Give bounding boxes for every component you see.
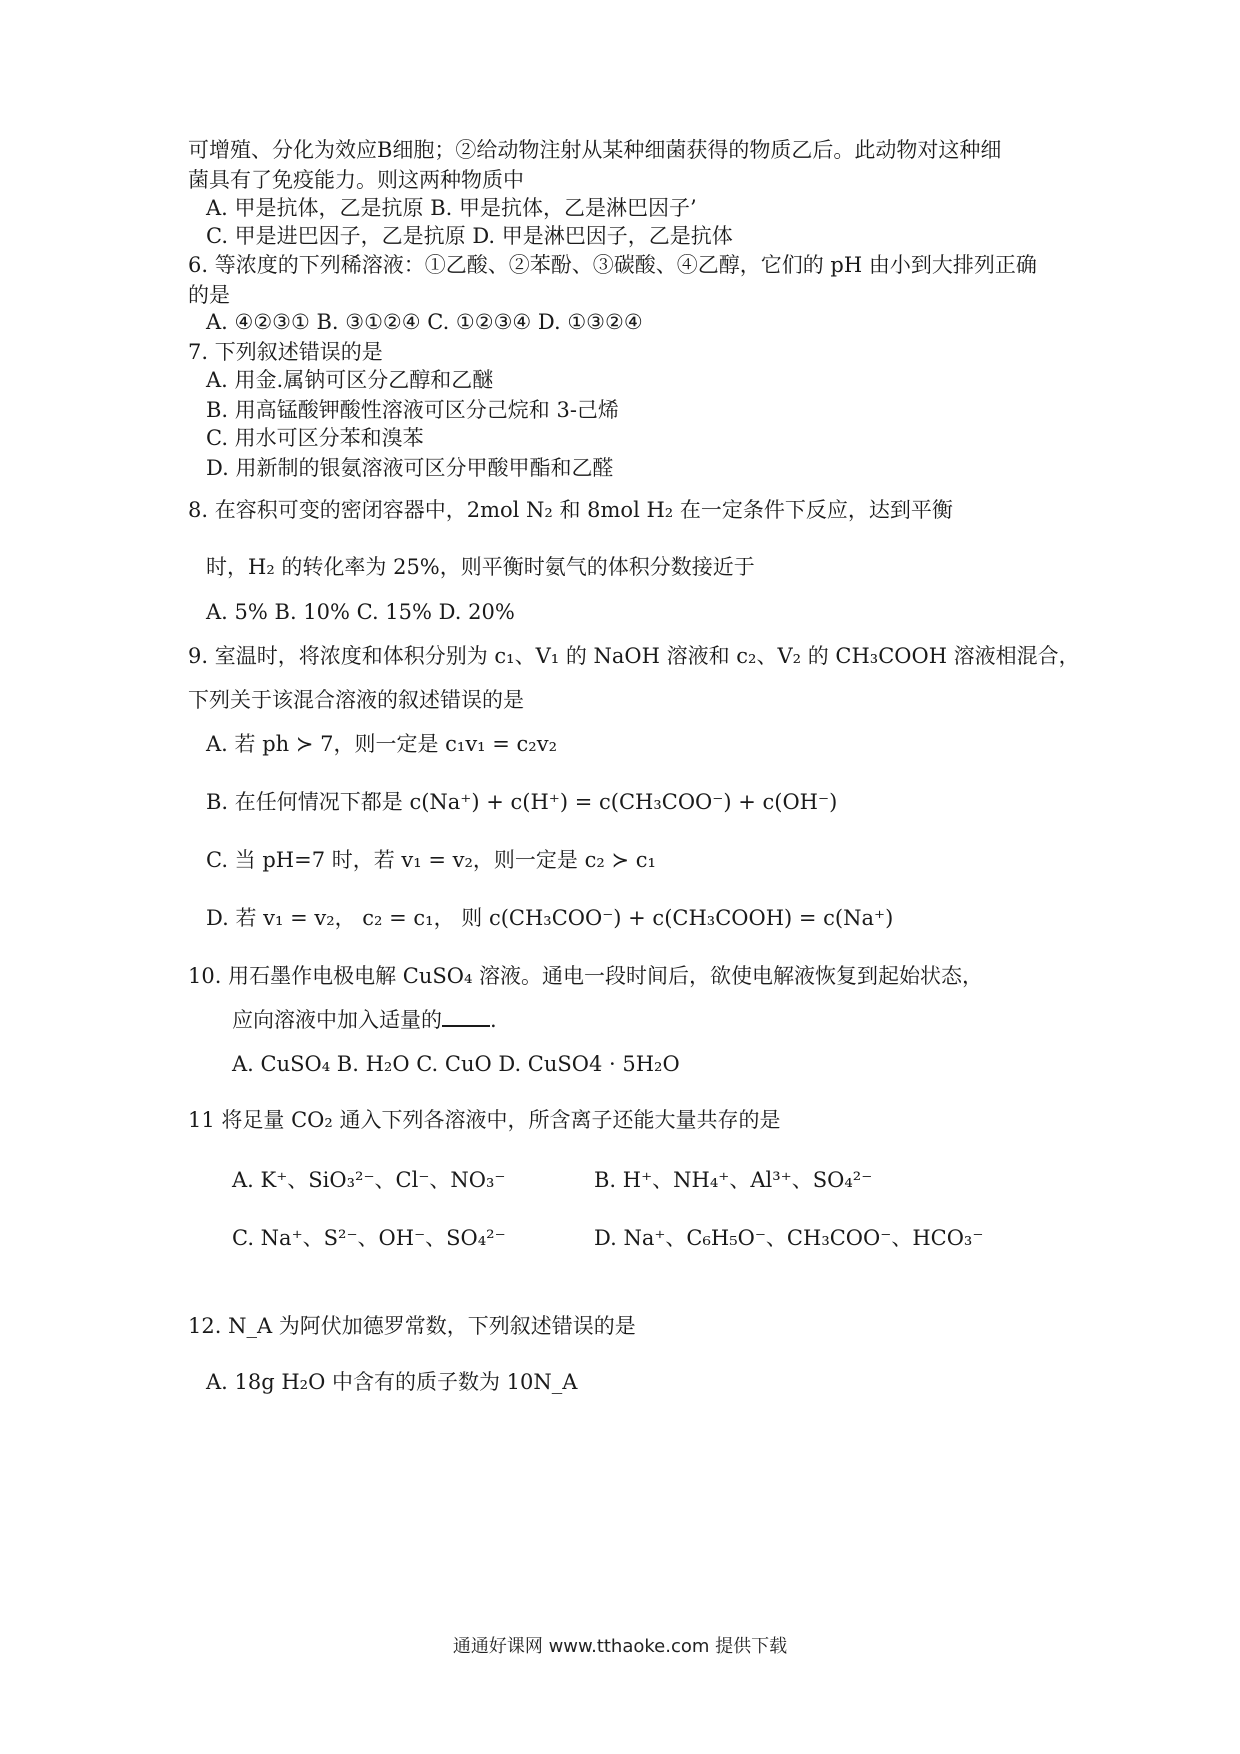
question-6: 6. 等浓度的下列稀溶液：①乙酸、②苯酚、③碳酸、④乙醇，它们的 pH 由小到大排列正确: [188, 253, 1037, 277]
option-line: A. 甲是抗体，乙是抗原 B. 甲是抗体，乙是淋巴因子’: [206, 196, 697, 220]
text-line: 可增殖、分化为效应B细胞；②给动物注射从某种细菌获得的物质乙后。此动物对这种细: [188, 138, 1002, 162]
option-line: D. 若 v₁ = v₂， c₂ = c₁， 则 c(CH₃COO⁻) + c(CH₃COOH) = c(Na⁺): [206, 906, 894, 930]
page-footer: 通通好课网 www.tthaoke.com 提供下载: [452, 1636, 788, 1657]
option-line: A. 18g H₂O 中含有的质子数为 10N_A: [206, 1370, 578, 1394]
option-line: A. 若 ph ≻ 7，则一定是 c₁v₁ = c₂v₂: [206, 732, 558, 756]
question-10: 10. 用石墨作电极电解 CuSO₄ 溶液。通电一段时间后，欲使电解液恢复到起始状态，: [188, 964, 984, 988]
option-line: C. Na⁺、S²⁻、OH⁻、SO₄²⁻: [232, 1226, 506, 1250]
option-line: B. 在任何情况下都是 c(Na⁺) + c(H⁺) = c(CH₃COO⁻) + c(OH⁻): [206, 790, 838, 814]
text-line: 下列关于该混合溶液的叙述错误的是: [188, 688, 524, 712]
question-11: 11 将足量 CO₂ 通入下列各溶液中，所含离子还能大量共存的是: [188, 1108, 781, 1132]
option-line: A. 用金.属钠可区分乙醇和乙醚: [206, 368, 494, 392]
text-line: 的是: [188, 283, 230, 307]
text-line: [232, 1006, 497, 1034]
option-line: A. CuSO₄ B. H₂O C. CuO D. CuSO4 · 5H₂O: [232, 1052, 680, 1076]
text-segment: 应向溶液中加入适量的: [232, 1008, 442, 1032]
option-line: D. Na⁺、C₆H₅O⁻、CH₃COO⁻、HCO₃⁻: [594, 1226, 984, 1250]
option-line: A. K⁺、SiO₃²⁻、Cl⁻、NO₃⁻: [232, 1168, 506, 1192]
answer-blank: [442, 1007, 490, 1027]
option-line: B. 用高锰酸钾酸性溶液可区分己烷和 3-己烯: [206, 398, 619, 422]
option-line: C. 甲是进巴因子，乙是抗原 D. 甲是淋巴因子，乙是抗体: [206, 224, 733, 248]
text-segment: .: [490, 1008, 497, 1032]
option-line: A. 5% B. 10% C. 15% D. 20%: [206, 600, 515, 624]
option-line: C. 用水可区分苯和溴苯: [206, 426, 424, 450]
question-9: 9. 室温时，将浓度和体积分别为 c₁、V₁ 的 NaOH 溶液和 c₂、V₂ 的 CH₃COOH 溶液相混合，: [188, 644, 1080, 668]
question-12: 12. N_A 为阿伏加德罗常数，下列叙述错误的是: [188, 1314, 636, 1338]
option-line: A. ④②③① B. ③①②④ C. ①②③④ D. ①③②④: [206, 310, 643, 334]
question-7: 7. 下列叙述错误的是: [188, 340, 383, 364]
option-line: C. 当 pH=7 时，若 v₁ = v₂，则一定是 c₂ ≻ c₁: [206, 848, 656, 872]
text-line: 菌具有了免疫能力。则这两种物质中: [188, 168, 524, 192]
question-8: 8. 在容积可变的密闭容器中，2mol N₂ 和 8mol H₂ 在一定条件下反应，达到平衡: [188, 498, 953, 522]
option-line: B. H⁺、NH₄⁺、Al³⁺、SO₄²⁻: [594, 1168, 873, 1192]
text-line: 时，H₂ 的转化率为 25%，则平衡时氨气的体积分数接近于: [206, 555, 755, 579]
option-line: D. 用新制的银氨溶液可区分甲酸甲酯和乙醛: [206, 456, 614, 480]
